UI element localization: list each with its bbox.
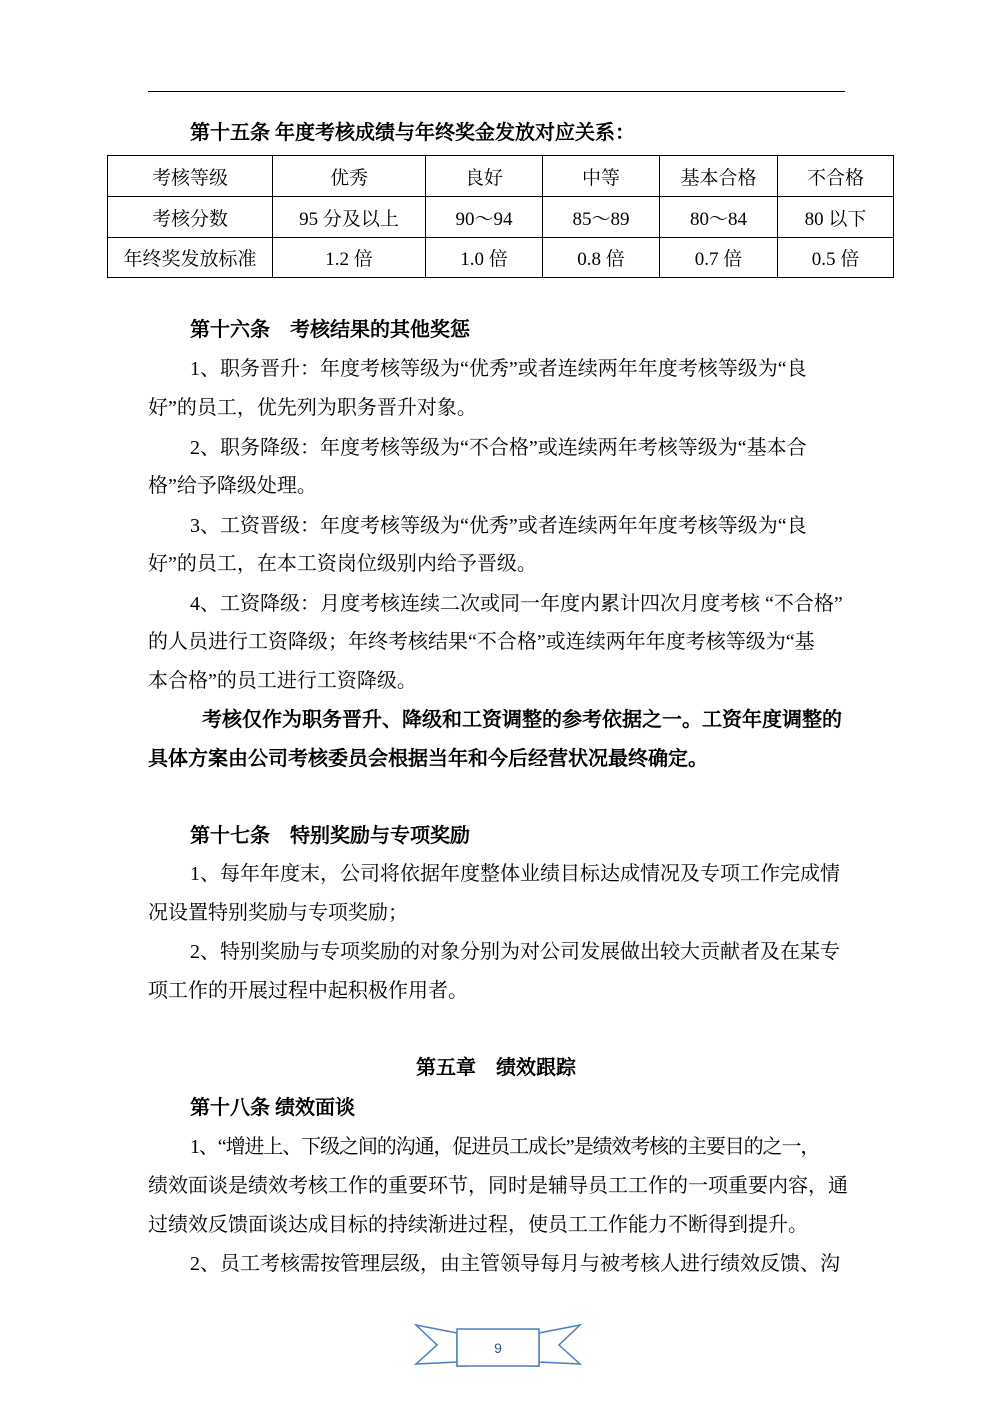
table-cell: 80 以下 <box>778 197 894 238</box>
table-cell: 85～89 <box>543 197 660 238</box>
table-row <box>108 197 894 238</box>
header-rule <box>148 91 845 92</box>
paragraph-line: 好”的员工，优先列为职务晋升对象。 <box>148 397 477 419</box>
article-15-heading: 第十五条 年度考核成绩与年终奖金发放对应关系： <box>190 122 635 144</box>
table-cell: 0.5 倍 <box>778 238 894 278</box>
table-cell: 95 分及以上 <box>273 197 426 238</box>
paragraph-line: 项工作的开展过程中起积极作用者。 <box>148 980 468 1002</box>
table-cell: 1.0 倍 <box>426 238 543 278</box>
paragraph-line: 1、“增进上、下级之间的沟通，促进员工成长”是绩效考核的主要目的之一， <box>190 1136 820 1158</box>
article-17-heading: 第十七条 特别奖励与专项奖励 <box>190 825 470 847</box>
table-cell: 基本合格 <box>660 156 778 197</box>
paragraph-line: 本合格”的员工进行工资降级。 <box>148 670 417 692</box>
chapter-title: 第五章 绩效跟踪 <box>416 1057 576 1079</box>
paragraph-line: 2、员工考核需按管理层级，由主管领导每月与被考核人进行绩效反馈、沟 <box>190 1253 840 1275</box>
table-cell: 不合格 <box>778 156 894 197</box>
table-row <box>108 238 894 278</box>
paragraph-line: 过绩效反馈面谈达成目标的持续渐进过程，使员工工作能力不断得到提升。 <box>148 1214 808 1236</box>
table-cell: 0.7 倍 <box>660 238 778 278</box>
article-18-heading: 第十八条 绩效面谈 <box>190 1097 355 1119</box>
table-cell: 0.8 倍 <box>543 238 660 278</box>
table-cell: 良好 <box>426 156 543 197</box>
table-cell: 90～94 <box>426 197 543 238</box>
paragraph-line: 1、职务晋升：年度考核等级为“优秀”或者连续两年年度考核等级为“良 <box>190 358 807 380</box>
table-cell: 1.2 倍 <box>273 238 426 278</box>
note-line: 考核仅作为职务晋升、降级和工资调整的参考依据之一。工资年度调整的 <box>202 709 842 731</box>
page-number: 9 <box>494 1340 502 1356</box>
ribbon-right-tail <box>539 1325 580 1364</box>
paragraph-line: 4、工资降级：月度考核连续二次或同一年度内累计四次月度考核 “不合格” <box>190 593 843 615</box>
table-cell: 考核分数 <box>108 197 273 238</box>
table-row <box>108 156 894 197</box>
paragraph-line: 绩效面谈是绩效考核工作的重要环节，同时是辅导员工工作的一项重要内容，通 <box>148 1175 848 1197</box>
table-cell: 优秀 <box>273 156 426 197</box>
grade-bonus-table <box>107 155 894 278</box>
paragraph-line: 的人员进行工资降级；年终考核结果“不合格”或连续两年年度考核等级为“基 <box>148 631 815 653</box>
paragraph-line: 3、工资晋级：年度考核等级为“优秀”或者连续两年年度考核等级为“良 <box>190 515 807 537</box>
table-cell: 80～84 <box>660 197 778 238</box>
table-cell: 考核等级 <box>108 156 273 197</box>
table-cell: 年终奖发放标准 <box>108 238 273 278</box>
page-number-ribbon <box>405 1315 590 1377</box>
paragraph-line: 好”的员工，在本工资岗位级别内给予晋级。 <box>148 553 537 575</box>
paragraph-line: 2、特别奖励与专项奖励的对象分别为对公司发展做出较大贡献者及在某专 <box>190 941 840 963</box>
table-cell: 中等 <box>543 156 660 197</box>
paragraph-line: 1、每年年度末，公司将依据年度整体业绩目标达成情况及专项工作完成情 <box>190 863 840 885</box>
paragraph-line: 2、职务降级：年度考核等级为“不合格”或连续两年考核等级为“基本合 <box>190 437 807 459</box>
paragraph-line: 格”给予降级处理。 <box>148 475 317 497</box>
article-16-heading: 第十六条 考核结果的其他奖惩 <box>190 319 470 341</box>
note-line: 具体方案由公司考核委员会根据当年和今后经营状况最终确定。 <box>148 748 708 770</box>
paragraph-line: 况设置特别奖励与专项奖励； <box>148 902 408 924</box>
ribbon-left-tail <box>416 1325 457 1364</box>
